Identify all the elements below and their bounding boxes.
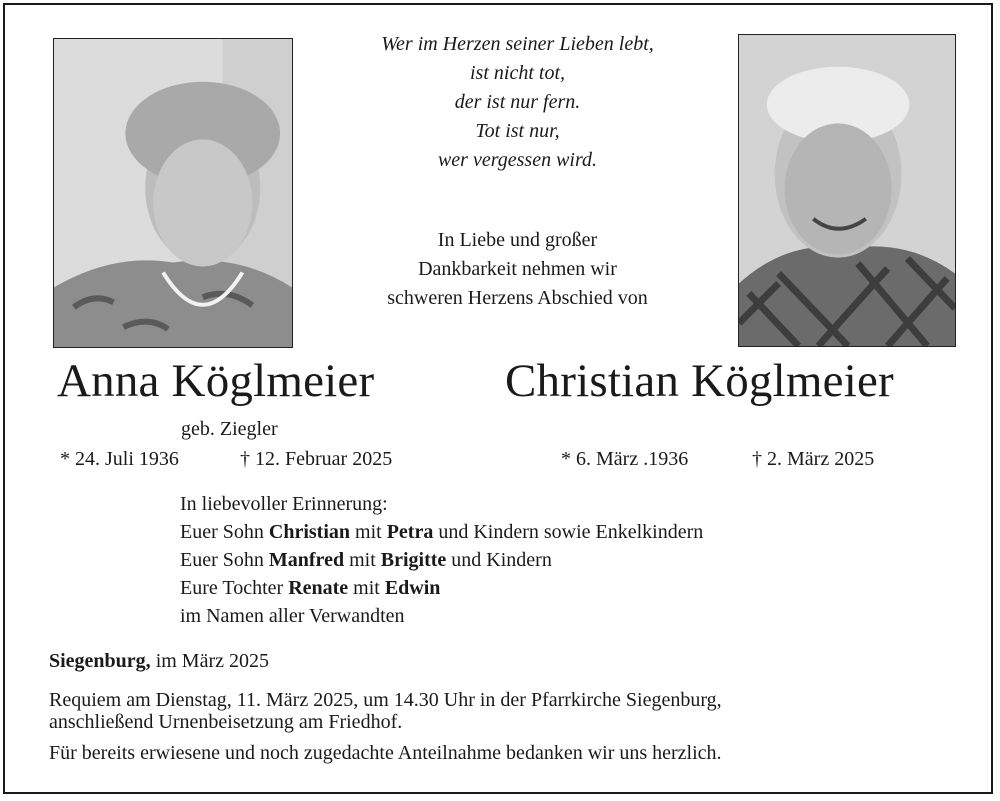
portrait-photo-christian <box>738 34 956 347</box>
deceased-name-christian: Christian Köglmeier <box>505 355 894 407</box>
mourners-heading: In liebevoller Erinnerung: <box>180 493 388 515</box>
intro-line: In Liebe und großer <box>437 229 598 251</box>
mourner-line: Euer Sohn Manfred mit Brigitte und Kindern <box>180 549 552 571</box>
poem-line: ist nicht tot, <box>470 62 565 84</box>
poem-line: wer vergessen wird. <box>437 149 598 171</box>
birth-date-anna: * 24. Juli 1936 <box>60 448 179 470</box>
place-town: Siegenburg, <box>49 650 151 672</box>
death-date-christian: † 2. März 2025 <box>752 448 875 470</box>
poem-line: Wer im Herzen seiner Lieben lebt, <box>381 33 654 55</box>
mourner-line: Eure Tochter Renate mit Edwin <box>180 577 441 599</box>
deceased-name-anna: Anna Köglmeier <box>57 355 375 407</box>
birth-date-christian: * 6. März .1936 <box>561 448 689 470</box>
intro-line: schweren Herzens Abschied von <box>387 287 648 309</box>
intro-line: Dankbarkeit nehmen wir <box>418 258 617 280</box>
maiden-name: geb. Ziegler <box>181 418 278 440</box>
poem-line: Tot ist nur, <box>475 120 560 142</box>
death-date-anna: † 12. Februar 2025 <box>240 448 393 470</box>
requiem-line: anschließend Urnenbeisetzung am Friedhof. <box>49 711 403 733</box>
mourner-line: Euer Sohn Christian mit Petra und Kindern sowie Enkelkindern <box>180 521 704 543</box>
notice-date: im März 2025 <box>150 650 269 672</box>
portrait-photo-anna <box>53 38 293 348</box>
requiem-line: Requiem am Dienstag, 11. März 2025, um 14.30 Uhr in der Pfarrkirche Siegenburg, <box>49 689 722 711</box>
mourners-list <box>180 490 703 630</box>
poem <box>310 30 725 175</box>
farewell-intro <box>310 226 725 313</box>
mourners-closing: im Namen aller Verwandten <box>180 605 405 627</box>
place-date <box>49 648 269 674</box>
requiem-info <box>49 689 722 733</box>
thanks-line: Für bereits erwiesene und noch zugedachte Anteilnahme bedanken wir uns herzlich. <box>49 742 722 764</box>
poem-line: der ist nur fern. <box>454 91 581 113</box>
